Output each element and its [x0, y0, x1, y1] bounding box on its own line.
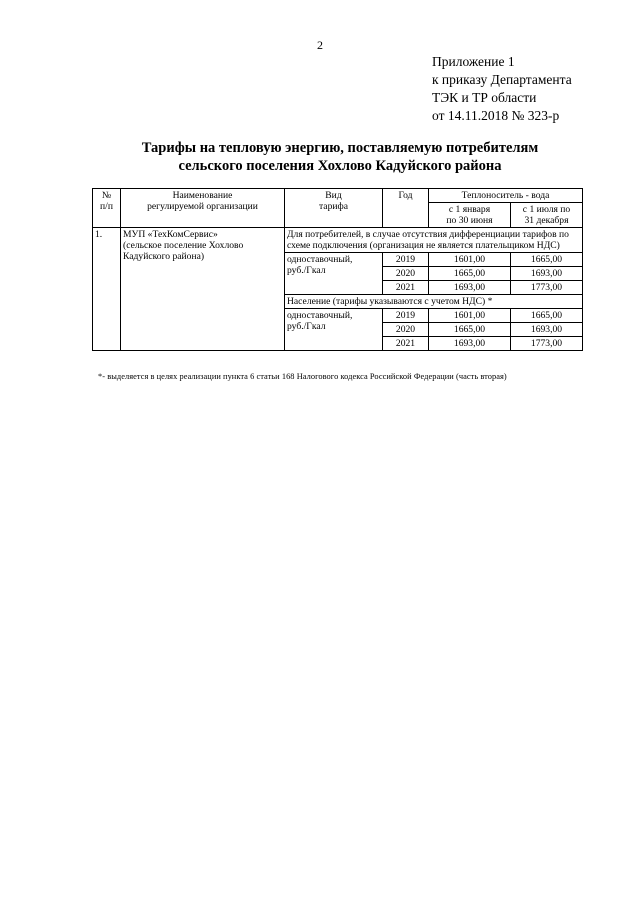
tariff-type: одноставочный, руб./Гкал [285, 253, 383, 295]
document-title [60, 139, 620, 175]
header-kind: Вид тарифа [285, 189, 383, 228]
appendix-line: к приказу Департамента [432, 72, 572, 87]
value-cell: 1665,00 [511, 253, 583, 267]
year-cell: 2019 [383, 253, 429, 267]
group-label: Для потребителей, в случае отсутствия дифференциации тарифов по схеме подключения (организация не является плательщиком НДС) [285, 228, 583, 253]
value-cell: 1693,00 [429, 337, 511, 351]
header-carrier: Теплоноситель - вода [429, 189, 583, 203]
year-cell: 2019 [383, 309, 429, 323]
header-num: № п/п [93, 189, 121, 228]
header-period1: с 1 января по 30 июня [429, 203, 511, 228]
footnote: *- выделяется в целях реализации пункта 6 статьи 168 Налогового кодекса Российской Федерации (часть вторая) [98, 372, 507, 381]
value-cell: 1773,00 [511, 337, 583, 351]
group-label: Население (тарифы указываются с учетом НДС) * [285, 295, 583, 309]
year-cell: 2020 [383, 267, 429, 281]
year-cell: 2021 [383, 337, 429, 351]
org-name: МУП «ТехКомСервис» (сельское поселение Хохлово Кадуйского района) [121, 228, 285, 351]
value-cell: 1665,00 [429, 323, 511, 337]
value-cell: 1693,00 [511, 267, 583, 281]
appendix-block [432, 53, 572, 125]
value-cell: 1665,00 [511, 309, 583, 323]
value-cell: 1601,00 [429, 309, 511, 323]
header-org: Наименование регулируемой организации [121, 189, 285, 228]
title-line: Тарифы на тепловую энергию, поставляемую потребителям [141, 140, 539, 156]
row-num: 1. [93, 228, 121, 351]
tariff-table [92, 188, 583, 351]
header-period2: с 1 июля по 31 декабря [511, 203, 583, 228]
value-cell: 1665,00 [429, 267, 511, 281]
value-cell: 1693,00 [511, 323, 583, 337]
title-line: сельского поселения Хохлово Кадуйского района [178, 158, 502, 174]
year-cell: 2021 [383, 281, 429, 295]
appendix-line: от 14.11.2018 № 323-р [432, 108, 560, 123]
year-cell: 2020 [383, 323, 429, 337]
value-cell: 1773,00 [511, 281, 583, 295]
tariff-type: одноставочный, руб./Гкал [285, 309, 383, 351]
value-cell: 1693,00 [429, 281, 511, 295]
appendix-line: ТЭК и ТР области [432, 90, 537, 105]
header-year: Год [383, 189, 429, 228]
appendix-line: Приложение 1 [432, 54, 515, 69]
value-cell: 1601,00 [429, 253, 511, 267]
page-number: 2 [317, 38, 323, 52]
